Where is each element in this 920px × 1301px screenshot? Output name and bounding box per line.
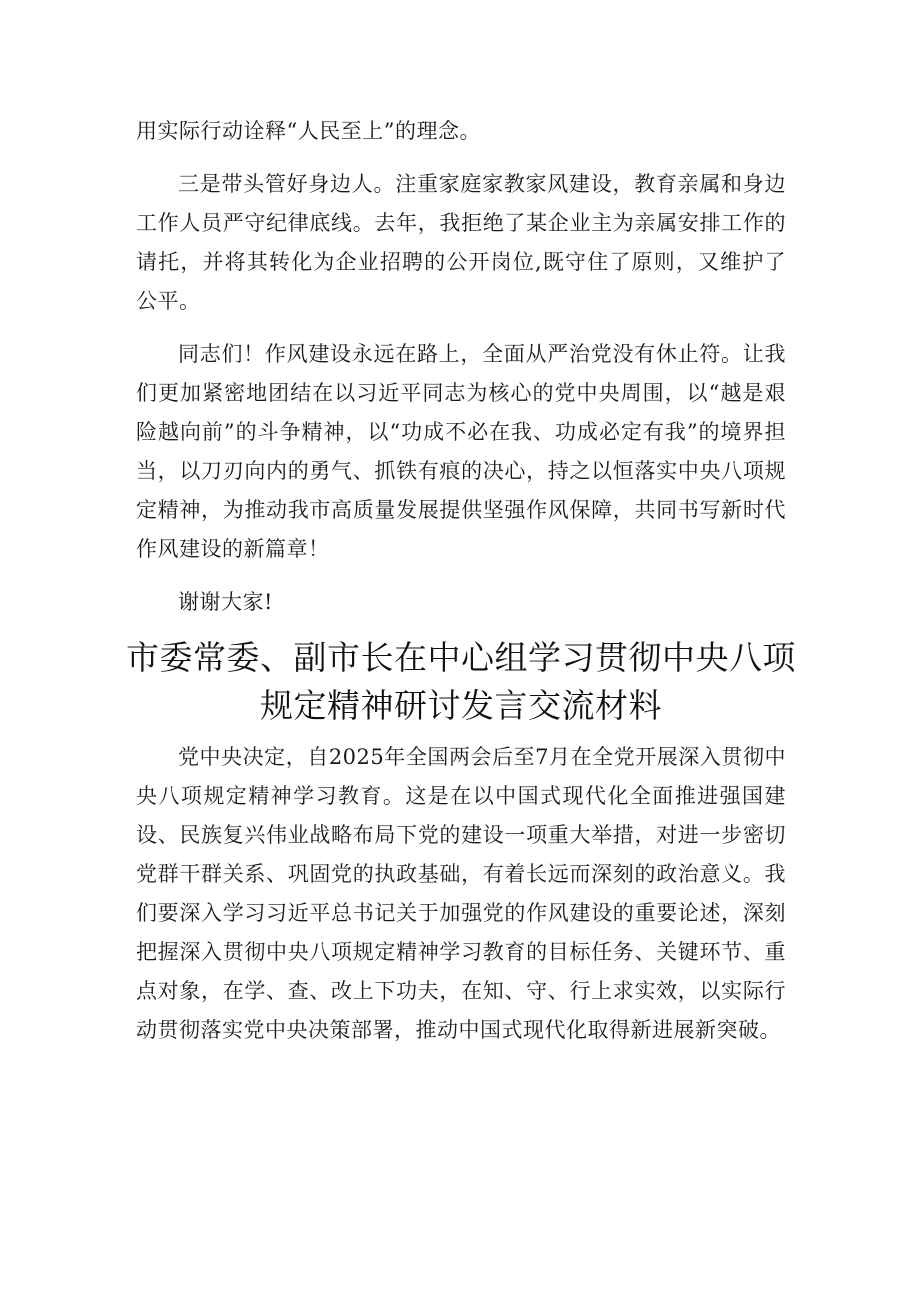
paragraph-intro: 党中央决定，自2025年全国两会后至7月在全党开展深入贯彻中央八项规定精神学习教育。这是在以中国式现代化全面推进强国建设、民族复兴伟业战略布局下党的建设一项重大举措，对进一步密切党群干群关系、巩固党的执政基础，有着长远而深刻的政治意义。我们要深入学习习近平总书记关于加强党的作风建设的重要论述，深刻把握深入贯彻中央八项规定精神学习教育的目标任务、关键环节、重点对象，在学、查、改上下功夫，在知、守、行上求实效，以实际行动贯彻落实党中央决策部署，推动中国式现代化取得新进展新突破。 [136,745,786,1042]
closing-thanks: 谢谢大家! [178,590,273,614]
document-title: 市委常委、副市长在中心组学习贯彻中央八项规定精神研讨发言交流材料 [126,638,796,725]
paragraph-continuation: 用实际行动诠释“人民至上”的理念。 [136,119,481,143]
text-column [126,112,796,1050]
paragraph-family-discipline: 三是带头管好身边人。注重家庭家教家风建设，教育亲属和身边工作人员严守纪律底线。去年，我拒绝了某企业主为亲属安排工作的请托，并将其转化为企业招聘的公开岗位,既守住了原则，又维护了公平。 [136,172,786,313]
paragraph-call-to-action: 同志们！作风建设永远在路上，全面从严治党没有休止符。让我们更加紧密地团结在以习近平同志为核心的党中央周围，以“越是艰险越向前”的斗争精神，以“功成不必在我、功成必定有我”的境界担当，以刀刃向内的勇气、抓铁有痕的决心，持之以恒落实中央八项规定精神，为推动我市高质量发展提供坚强作风保障，共同书写新时代作风建设的新篇章！ [136,342,786,561]
